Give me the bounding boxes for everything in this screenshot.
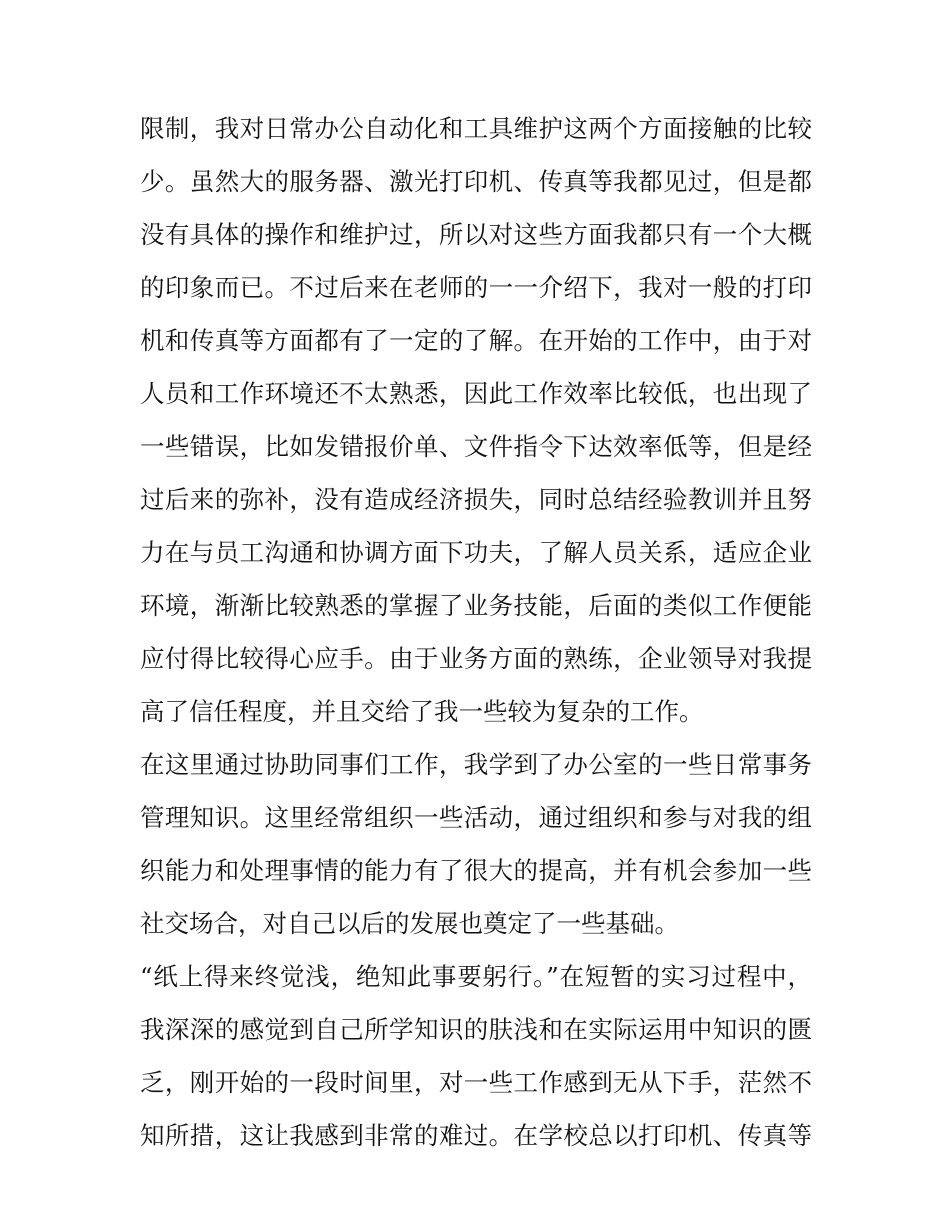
text-line: 在这里通过协助同事们工作，我学到了办公室的一些日常事务: [140, 750, 812, 779]
text-line: 限制，我对日常办公自动化和工具维护这两个方面接触的比较: [140, 114, 812, 143]
text-line: 管理知识。这里经常组织一些活动，通过组织和参与对我的组: [140, 803, 812, 832]
text-line: 我深深的感觉到自己所学知识的肤浅和在实际运用中知识的匮: [140, 1015, 812, 1044]
text-line: 乏，刚开始的一段时间里，对一些工作感到无从下手，茫然不: [140, 1068, 812, 1097]
text-line: 高了信任程度，并且交给了我一些较为复杂的工作。: [140, 697, 704, 726]
text-line: 力在与员工沟通和协调方面下功夫，了解人员关系，适应企业: [140, 538, 812, 567]
text-line: 过后来的弥补，没有造成经济损失，同时总结经验教训并且努: [140, 485, 812, 514]
text-line: 环境，渐渐比较熟悉的掌握了业务技能，后面的类似工作便能: [140, 591, 812, 620]
text-line: 人员和工作环境还不太熟悉，因此工作效率比较低，也出现了: [140, 379, 812, 408]
text-line: “纸上得来终觉浅，绝知此事要躬行。”在短暂的实习过程中，: [140, 962, 812, 991]
text-line: 机和传真等方面都有了一定的了解。在开始的工作中，由于对: [140, 326, 812, 355]
text-line: 少。虽然大的服务器、激光打印机、传真等我都见过，但是都: [140, 167, 812, 196]
text-line: 一些错误，比如发错报价单、文件指令下达效率低等，但是经: [140, 432, 812, 461]
text-line: 没有具体的操作和维护过，所以对这些方面我都只有一个大概: [140, 220, 812, 249]
text-line: 社交场合，对自己以后的发展也奠定了一些基础。: [140, 909, 679, 938]
text-line: 知所措，这让我感到非常的难过。在学校总以打印机、传真等: [140, 1121, 812, 1150]
text-line: 应付得比较得心应手。由于业务方面的熟练，企业领导对我提: [140, 644, 812, 673]
text-line: 织能力和处理事情的能力有了很大的提高，并有机会参加一些: [140, 856, 812, 885]
text-line: 的印象而已。不过后来在老师的一一介绍下，我对一般的打印: [140, 273, 812, 302]
body-text: [140, 102, 812, 1162]
